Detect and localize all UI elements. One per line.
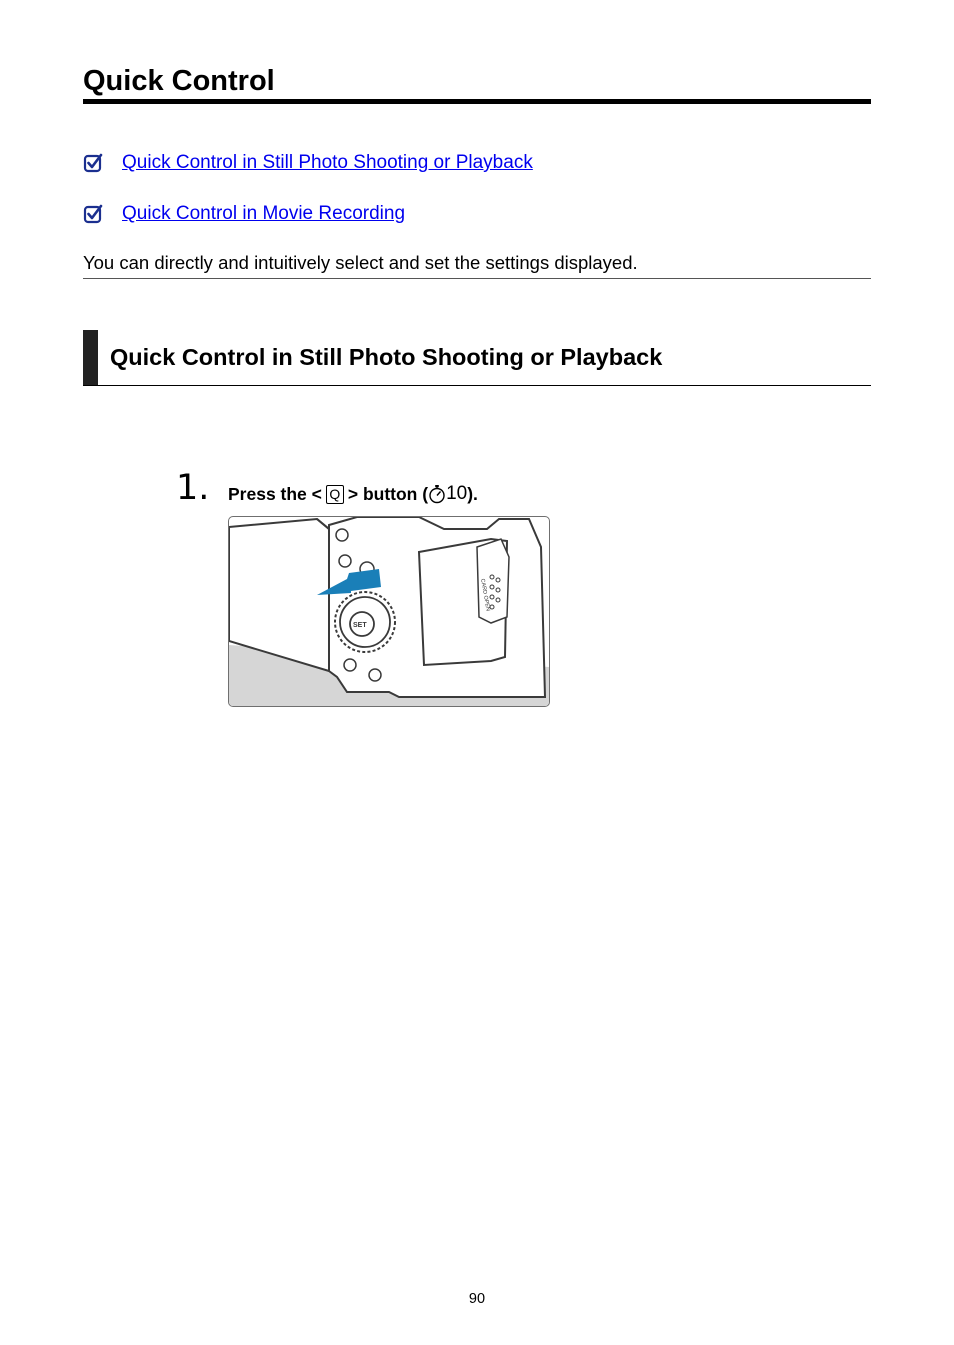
checkbox-icon xyxy=(83,204,103,224)
toc-item-movie-recording[interactable] xyxy=(83,201,405,227)
section-heading-rule xyxy=(83,385,871,386)
intro-text: You can directly and intuitively select and set the settings displayed. xyxy=(83,252,638,273)
title-rule xyxy=(83,99,871,104)
step-text-after: > button ( xyxy=(347,484,429,504)
step-text-before: Press the < xyxy=(228,484,322,504)
page-title: Quick Control xyxy=(83,65,275,97)
page-reference-number: 10 xyxy=(446,483,468,504)
camera-illustration xyxy=(228,516,550,707)
step-number: 1. xyxy=(176,468,210,508)
q-button-icon: Q xyxy=(326,485,344,504)
step-text-end: ). xyxy=(467,484,478,504)
step-instruction xyxy=(228,482,478,506)
intro-rule xyxy=(83,278,871,279)
timer-icon xyxy=(428,484,446,504)
toc-item-still-photo[interactable] xyxy=(83,150,533,176)
set-button-label: SET xyxy=(353,622,367,629)
page-reference[interactable] xyxy=(428,482,467,506)
section-heading-bar xyxy=(83,330,98,386)
checkbox-icon xyxy=(83,153,103,173)
page-number: 90 xyxy=(468,1291,486,1307)
card-open-label: CARD OPEN xyxy=(479,578,491,612)
toc-link-still-photo[interactable]: Quick Control in Still Photo Shooting or Playback xyxy=(122,152,533,173)
toc-link-movie-recording[interactable]: Quick Control in Movie Recording xyxy=(122,203,406,224)
section-heading-block xyxy=(83,330,871,386)
section-heading: Quick Control in Still Photo Shooting or Playback xyxy=(110,344,663,370)
camera-back-drawing xyxy=(229,517,549,706)
